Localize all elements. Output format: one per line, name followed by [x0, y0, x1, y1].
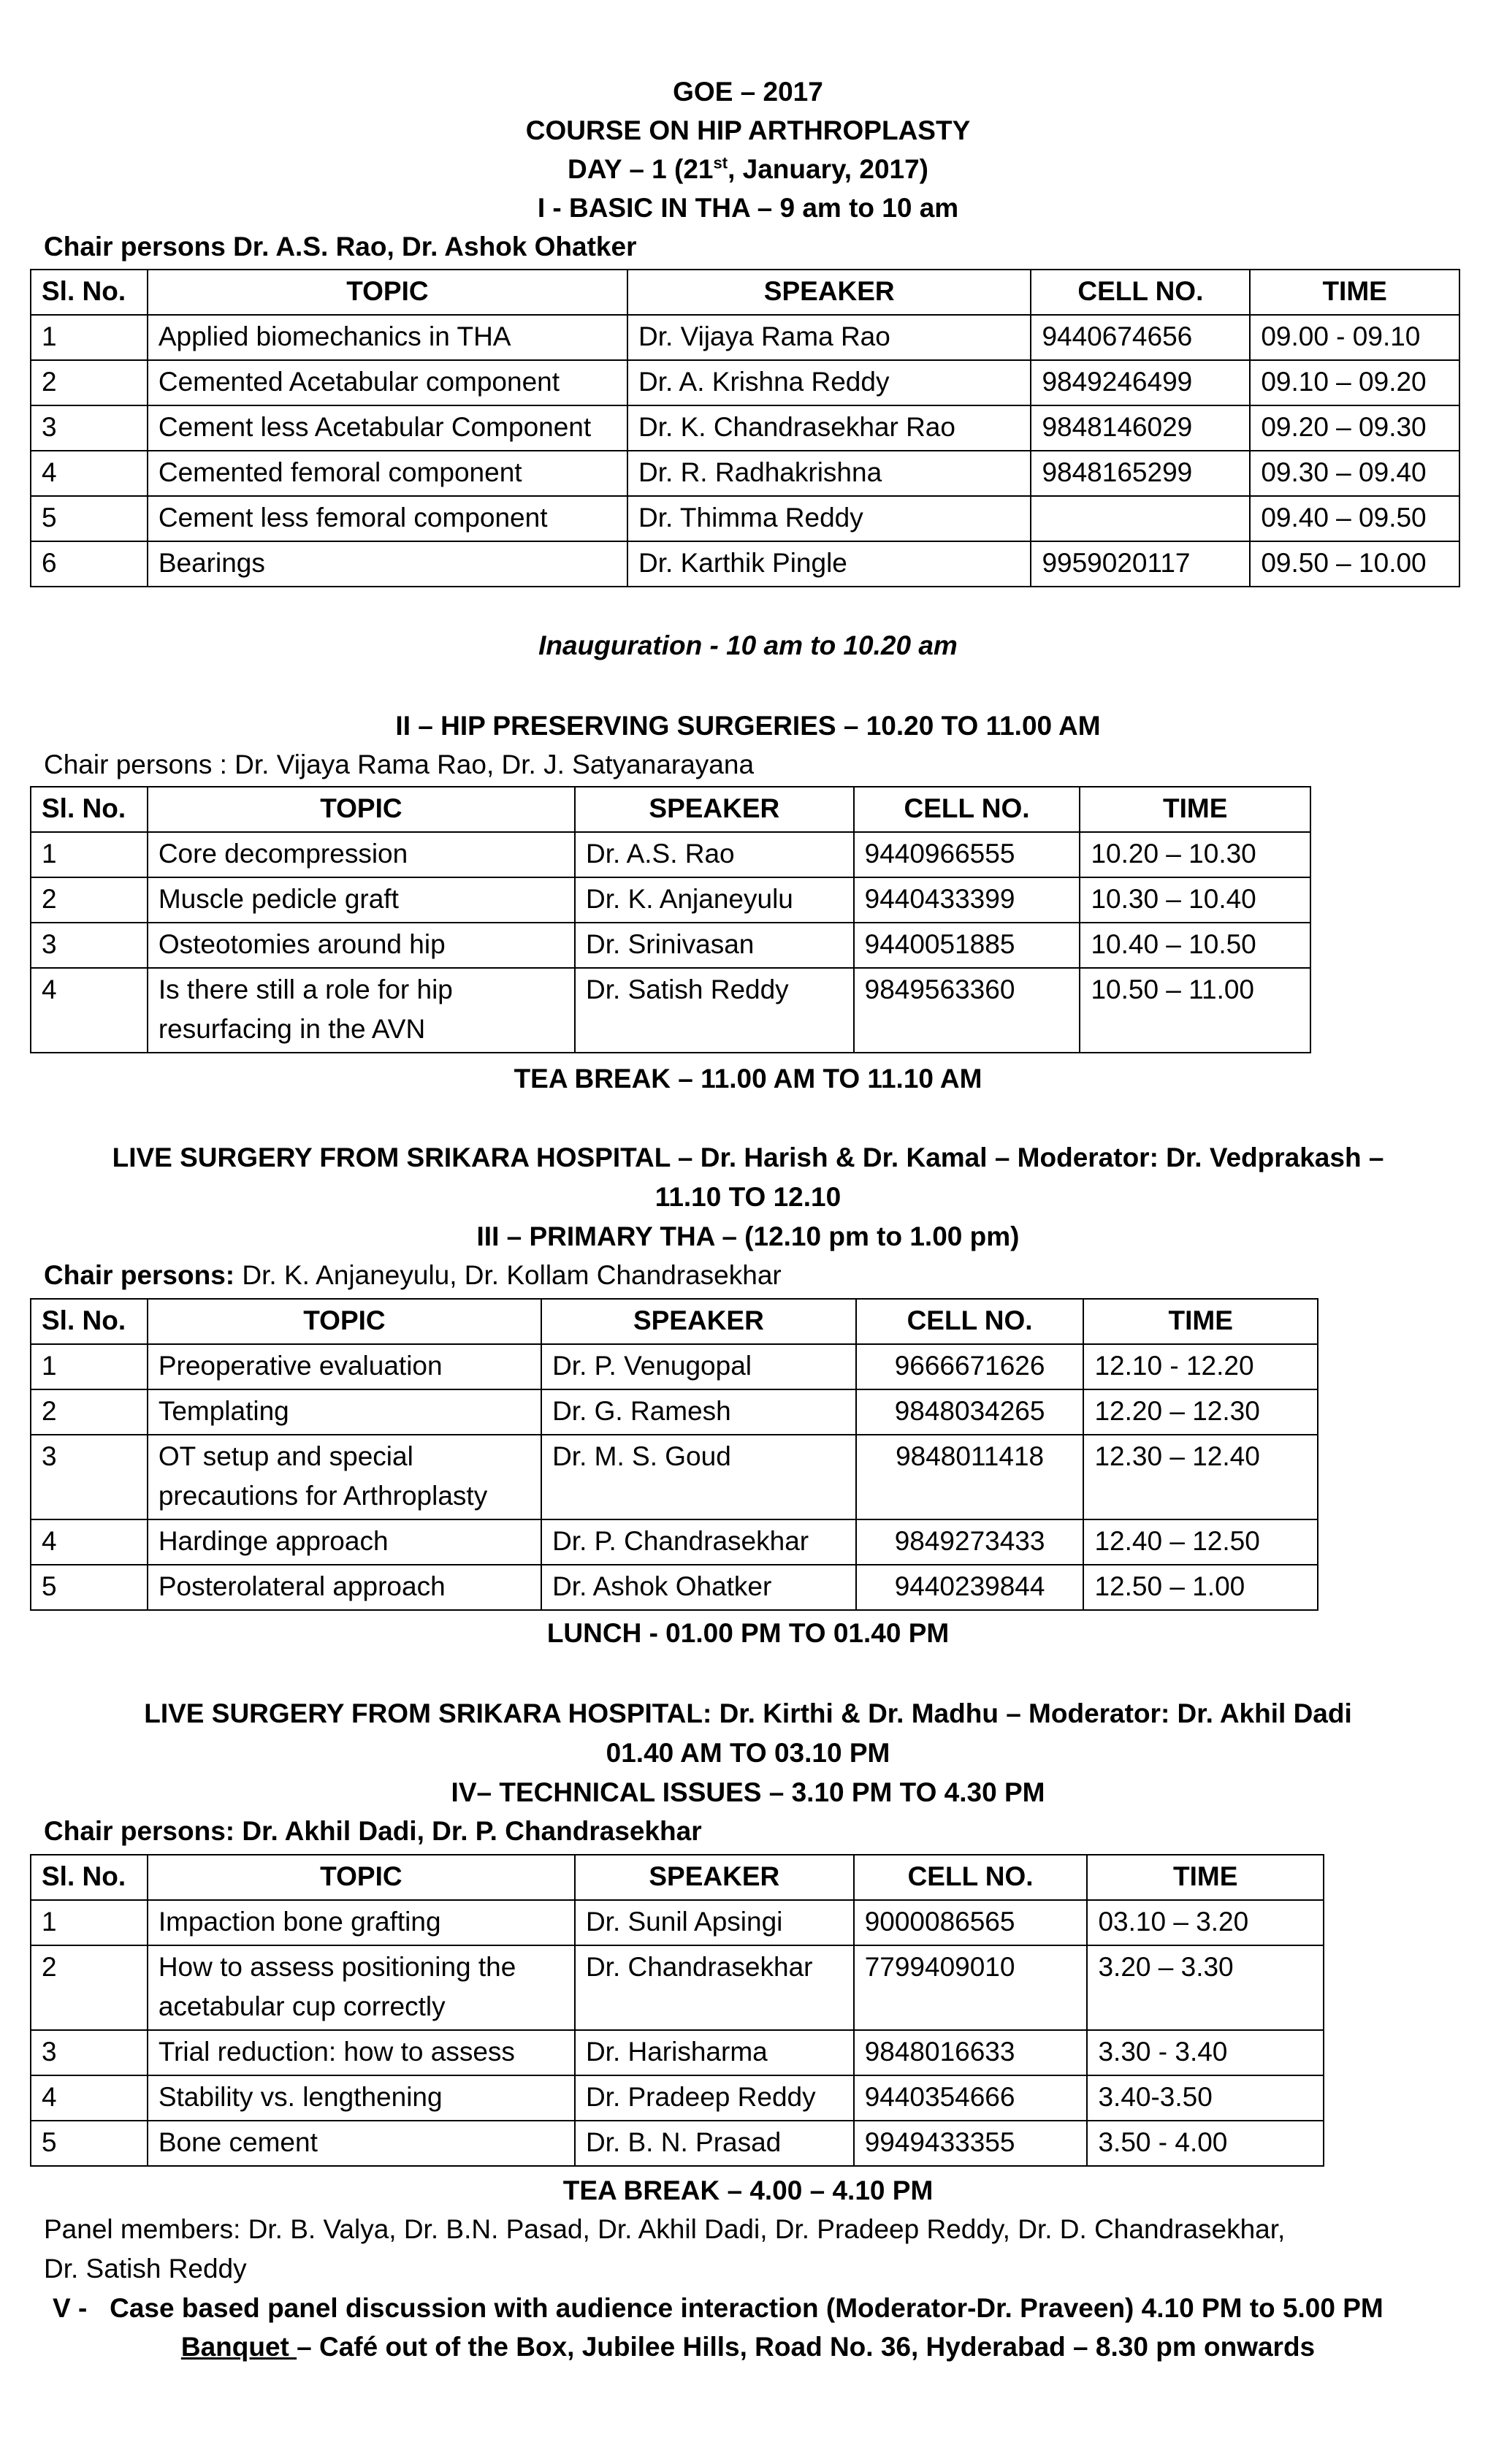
time: 09.30 – 09.40 — [1250, 451, 1459, 496]
chairs-names: Dr. K. Anjaneyulu, Dr. Kollam Chandrasekhar — [234, 1260, 782, 1290]
banquet-text: – Café out of the Box, Jubilee Hills, Road No. 36, Hyderabad – 8.30 pm onwards — [297, 2332, 1316, 2362]
cell-no: 9848016633 — [854, 2030, 1088, 2075]
day-heading-sup: st — [713, 153, 728, 172]
col-slno: Sl. No. — [31, 270, 148, 315]
time: 10.30 – 10.40 — [1080, 877, 1310, 923]
time: 3.40-3.50 — [1087, 2075, 1324, 2121]
slno: 1 — [31, 1344, 148, 1389]
topic: Templating — [148, 1389, 541, 1435]
slno: 5 — [31, 2121, 148, 2166]
table-row — [31, 496, 1459, 541]
inauguration: Inauguration - 10 am to 10.20 am — [538, 630, 958, 660]
topic: Hardinge approach — [148, 1519, 541, 1565]
speaker: Dr. Srinivasan — [575, 923, 854, 968]
slno: 4 — [31, 2075, 148, 2121]
col-speaker: SPEAKER — [575, 787, 854, 832]
time: 12.50 – 1.00 — [1083, 1565, 1318, 1610]
slno: 2 — [31, 1945, 148, 2030]
table-row — [31, 315, 1459, 360]
speaker: Dr. Thimma Reddy — [627, 496, 1031, 541]
speaker: Dr. P. Chandrasekhar — [541, 1519, 856, 1565]
banquet-label: Banquet — [180, 2332, 297, 2362]
slno: 2 — [31, 360, 148, 405]
table-header-row — [31, 787, 1310, 832]
slno: 4 — [31, 968, 148, 1053]
cell-no: 9849563360 — [854, 968, 1080, 1053]
slno: 3 — [31, 1435, 148, 1519]
time: 09.20 – 09.30 — [1250, 405, 1459, 451]
col-time: TIME — [1250, 270, 1459, 315]
topic: Posterolateral approach — [148, 1565, 541, 1610]
slno: 1 — [31, 832, 148, 877]
table-row — [31, 1389, 1318, 1435]
topic: Muscle pedicle graft — [148, 877, 575, 923]
table-header-row — [31, 1299, 1318, 1344]
time: 3.30 - 3.40 — [1087, 2030, 1324, 2075]
table-row — [31, 968, 1310, 1053]
slno: 5 — [31, 496, 148, 541]
cell-no: 9959020117 — [1031, 541, 1250, 587]
cell-no: 9440051885 — [854, 923, 1080, 968]
speaker: Dr. Pradeep Reddy — [575, 2075, 854, 2121]
col-cell: CELL NO. — [1031, 270, 1250, 315]
live-surgery-1-line2: 11.10 TO 12.10 — [654, 1182, 842, 1212]
topic: Applied biomechanics in THA — [148, 315, 627, 360]
session-2-title: II – HIP PRESERVING SURGERIES – 10.20 TO 11.00 AM — [395, 711, 1101, 741]
time: 12.30 – 12.40 — [1083, 1435, 1318, 1519]
slno: 6 — [31, 541, 148, 587]
cell-no: 9440966555 — [854, 832, 1080, 877]
slno: 4 — [31, 451, 148, 496]
session-1-title: I - BASIC IN THA – 9 am to 10 am — [537, 193, 959, 223]
col-cell: CELL NO. — [856, 1299, 1084, 1344]
table-row — [31, 2121, 1324, 2166]
topic: Trial reduction: how to assess — [148, 2030, 575, 2075]
topic: Cement less Acetabular Component — [148, 405, 627, 451]
session-2-table — [30, 786, 1311, 1053]
topic: Impaction bone grafting — [148, 1900, 575, 1945]
day-heading — [0, 153, 1496, 186]
table-row — [31, 1565, 1318, 1610]
col-cell: CELL NO. — [854, 1855, 1088, 1900]
session-2-chairs: Chair persons : Dr. Vijaya Rama Rao, Dr. J. Satyanarayana — [44, 750, 755, 779]
col-time: TIME — [1080, 787, 1310, 832]
session-1-chairs: Chair persons Dr. A.S. Rao, Dr. Ashok Ohatker — [44, 232, 637, 262]
tea-break-2: TEA BREAK – 4.00 – 4.10 PM — [562, 2175, 934, 2205]
col-cell: CELL NO. — [854, 787, 1080, 832]
time: 12.20 – 12.30 — [1083, 1389, 1318, 1435]
slno: 1 — [31, 1900, 148, 1945]
cell-no: 9440433399 — [854, 877, 1080, 923]
table-row — [31, 405, 1459, 451]
session-4-table — [30, 1854, 1324, 2167]
col-speaker: SPEAKER — [541, 1299, 856, 1344]
topic: Cement less femoral component — [148, 496, 627, 541]
speaker: Dr. Chandrasekhar — [575, 1945, 854, 2030]
col-slno: Sl. No. — [31, 1855, 148, 1900]
topic: Preoperative evaluation — [148, 1344, 541, 1389]
slno: 4 — [31, 1519, 148, 1565]
table-row — [31, 2075, 1324, 2121]
table-row — [31, 877, 1310, 923]
time: 12.10 - 12.20 — [1083, 1344, 1318, 1389]
cell-no: 9440354666 — [854, 2075, 1088, 2121]
topic: Cemented Acetabular component — [148, 360, 627, 405]
topic: Stability vs. lengthening — [148, 2075, 575, 2121]
cell-no: 9848034265 — [856, 1389, 1084, 1435]
speaker: Dr. A.S. Rao — [575, 832, 854, 877]
time: 3.20 – 3.30 — [1087, 1945, 1324, 2030]
day-heading-post: , January, 2017) — [728, 154, 928, 184]
session-5-title: V - Case based panel discussion with audience interaction (Moderator-Dr. Praveen) 4.10 PM to 5.00 PM — [53, 2293, 1384, 2323]
topic: OT setup and special precautions for Arthroplasty — [148, 1435, 541, 1519]
speaker: Dr. G. Ramesh — [541, 1389, 856, 1435]
cell-no: 9000086565 — [854, 1900, 1088, 1945]
time: 03.10 – 3.20 — [1087, 1900, 1324, 1945]
col-topic: TOPIC — [148, 1855, 575, 1900]
time: 10.50 – 11.00 — [1080, 968, 1310, 1053]
table-header-row — [31, 270, 1459, 315]
topic: Core decompression — [148, 832, 575, 877]
speaker: Dr. Sunil Apsingi — [575, 1900, 854, 1945]
table-row — [31, 2030, 1324, 2075]
topic: Osteotomies around hip — [148, 923, 575, 968]
time: 09.40 – 09.50 — [1250, 496, 1459, 541]
session-4-chairs: Chair persons: Dr. Akhil Dadi, Dr. P. Chandrasekhar — [44, 1816, 702, 1846]
cell-no — [1031, 496, 1250, 541]
time: 09.50 – 10.00 — [1250, 541, 1459, 587]
cell-no: 9666671626 — [856, 1344, 1084, 1389]
col-topic: TOPIC — [148, 787, 575, 832]
col-topic: TOPIC — [148, 270, 627, 315]
speaker: Dr. Karthik Pingle — [627, 541, 1031, 587]
cell-no: 9848146029 — [1031, 405, 1250, 451]
time: 3.50 - 4.00 — [1087, 2121, 1324, 2166]
slno: 2 — [31, 1389, 148, 1435]
cell-no: 9849273433 — [856, 1519, 1084, 1565]
table-row — [31, 451, 1459, 496]
session-3-chairs — [44, 1259, 782, 1292]
topic: Cemented femoral component — [148, 451, 627, 496]
slno: 5 — [31, 1565, 148, 1610]
cell-no: 9440239844 — [856, 1565, 1084, 1610]
live-surgery-2-line1: LIVE SURGERY FROM SRIKARA HOSPITAL: Dr. Kirthi & Dr. Madhu – Moderator: Dr. Akhil Dadi — [144, 1698, 1352, 1728]
speaker: Dr. K. Chandrasekhar Rao — [627, 405, 1031, 451]
course-title: COURSE ON HIP ARTHROPLASTY — [525, 115, 971, 145]
table-row — [31, 541, 1459, 587]
session-1-table — [30, 269, 1460, 587]
cell-no: 9848011418 — [856, 1435, 1084, 1519]
col-topic: TOPIC — [148, 1299, 541, 1344]
lunch: LUNCH - 01.00 PM TO 01.40 PM — [546, 1618, 950, 1648]
speaker: Dr. B. N. Prasad — [575, 2121, 854, 2166]
cell-no: 9949433355 — [854, 2121, 1088, 2166]
speaker: Dr. P. Venugopal — [541, 1344, 856, 1389]
session-3-table — [30, 1298, 1318, 1611]
table-header-row — [31, 1855, 1324, 1900]
col-speaker: SPEAKER — [627, 270, 1031, 315]
speaker: Dr. K. Anjaneyulu — [575, 877, 854, 923]
topic: How to assess positioning the acetabular cup correctly — [148, 1945, 575, 2030]
table-row — [31, 360, 1459, 405]
speaker: Dr. R. Radhakrishna — [627, 451, 1031, 496]
session-4-title: IV– TECHNICAL ISSUES – 3.10 PM TO 4.30 PM — [451, 1777, 1045, 1807]
table-row — [31, 1945, 1324, 2030]
time: 09.10 – 09.20 — [1250, 360, 1459, 405]
day-heading-pre: DAY – 1 (21 — [567, 154, 714, 184]
session-3-title: III – PRIMARY THA – (12.10 pm to 1.00 pm) — [476, 1221, 1020, 1251]
table-row — [31, 1900, 1324, 1945]
col-slno: Sl. No. — [31, 1299, 148, 1344]
slno: 3 — [31, 405, 148, 451]
col-speaker: SPEAKER — [575, 1855, 854, 1900]
speaker: Dr. A. Krishna Reddy — [627, 360, 1031, 405]
time: 10.40 – 10.50 — [1080, 923, 1310, 968]
cell-no: 9848165299 — [1031, 451, 1250, 496]
slno: 3 — [31, 923, 148, 968]
cell-no: 9440674656 — [1031, 315, 1250, 360]
speaker: Dr. M. S. Goud — [541, 1435, 856, 1519]
col-time: TIME — [1083, 1299, 1318, 1344]
topic: Bearings — [148, 541, 627, 587]
speaker: Dr. Vijaya Rama Rao — [627, 315, 1031, 360]
table-row — [31, 1519, 1318, 1565]
time: 10.20 – 10.30 — [1080, 832, 1310, 877]
col-time: TIME — [1087, 1855, 1324, 1900]
cell-no: 7799409010 — [854, 1945, 1088, 2030]
live-surgery-1-line1: LIVE SURGERY FROM SRIKARA HOSPITAL – Dr. Harish & Dr. Kamal – Moderator: Dr. Vedprakash – — [112, 1143, 1384, 1172]
chairs-label: Chair persons: — [44, 1260, 235, 1290]
slno: 2 — [31, 877, 148, 923]
time: 12.40 – 12.50 — [1083, 1519, 1318, 1565]
panel-members-line2: Dr. Satish Reddy — [44, 2254, 247, 2284]
banquet — [0, 2331, 1496, 2363]
col-slno: Sl. No. — [31, 787, 148, 832]
time: 09.00 - 09.10 — [1250, 315, 1459, 360]
event-title: GOE – 2017 — [673, 77, 823, 107]
panel-members-line1: Panel members: Dr. B. Valya, Dr. B.N. Pasad, Dr. Akhil Dadi, Dr. Pradeep Reddy, Dr. D. Chandrasekhar, — [44, 2214, 1286, 2244]
slno: 1 — [31, 315, 148, 360]
topic: Is there still a role for hip resurfacing in the AVN — [148, 968, 575, 1053]
live-surgery-2-line2: 01.40 AM TO 03.10 PM — [606, 1738, 890, 1768]
table-row — [31, 1344, 1318, 1389]
speaker: Dr. Harisharma — [575, 2030, 854, 2075]
cell-no: 9849246499 — [1031, 360, 1250, 405]
speaker: Dr. Ashok Ohatker — [541, 1565, 856, 1610]
slno: 3 — [31, 2030, 148, 2075]
topic: Bone cement — [148, 2121, 575, 2166]
table-row — [31, 923, 1310, 968]
table-row — [31, 832, 1310, 877]
table-row — [31, 1435, 1318, 1519]
speaker: Dr. Satish Reddy — [575, 968, 854, 1053]
tea-break-1: TEA BREAK – 11.00 AM TO 11.10 AM — [514, 1064, 982, 1094]
